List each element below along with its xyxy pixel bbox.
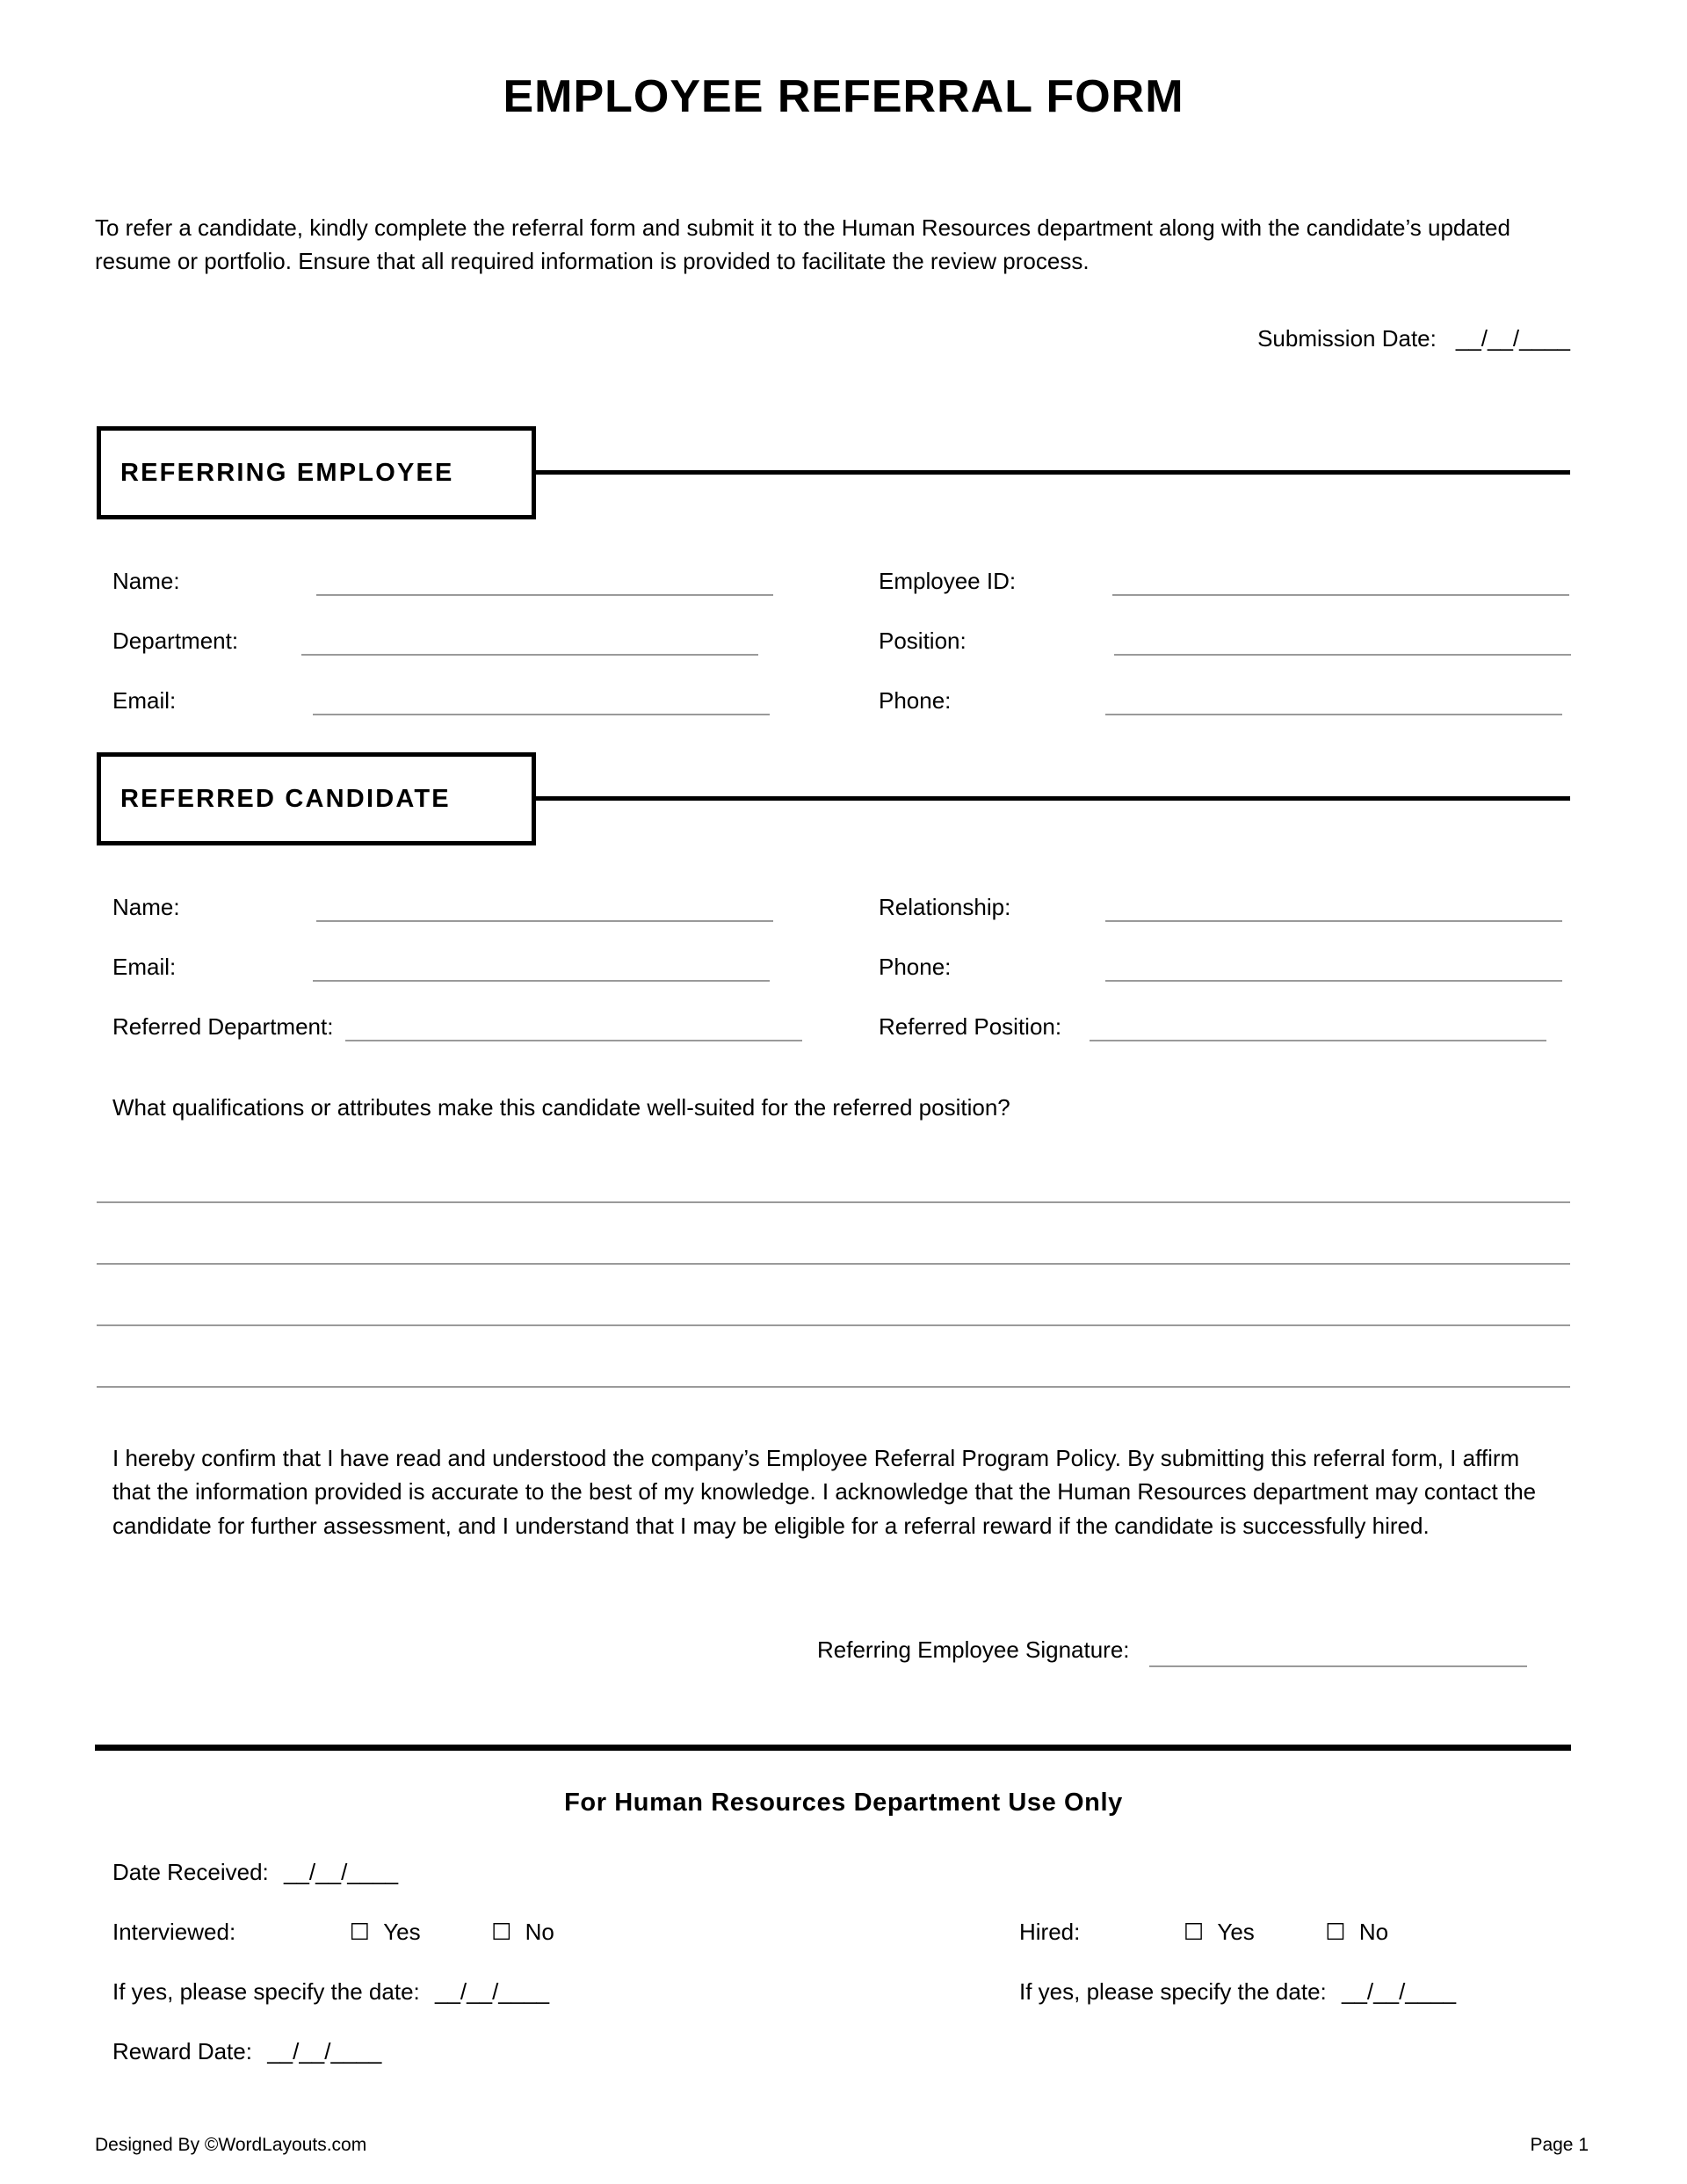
hr-hired-yes-label: Yes	[1217, 1919, 1255, 1945]
submission-date-blank[interactable]: __/__/____	[1455, 325, 1570, 352]
hr-reward-date-blank[interactable]: __/__/____	[267, 2038, 382, 2064]
field-row-name-employeeid	[0, 536, 1687, 596]
answer-line-1[interactable]	[97, 1201, 1570, 1203]
field-input-line[interactable]	[1090, 1040, 1546, 1041]
answer-line-4[interactable]	[97, 1386, 1570, 1388]
hr-section-divider	[95, 1745, 1571, 1751]
field-label: Email:	[112, 954, 177, 980]
page-title: EMPLOYEE REFERRAL FORM	[503, 71, 1184, 122]
signature-row	[0, 1636, 1687, 1677]
hr-interviewed-no-label: No	[525, 1919, 554, 1945]
section-rule	[536, 470, 1570, 475]
hr-interviewed-row	[112, 1919, 554, 1946]
hr-interviewed-date-label: If yes, please specify the date:	[112, 1978, 420, 2005]
field-department	[112, 629, 758, 656]
field-row-email-phone	[0, 656, 1687, 715]
checkbox-interviewed-no-icon[interactable]: ☐	[491, 1919, 512, 1945]
signature-field	[817, 1636, 1527, 1667]
field-referred-position	[879, 1015, 1546, 1041]
field-row-candidate-name-relationship	[0, 862, 1687, 922]
hr-interviewed-yes-label: Yes	[383, 1919, 421, 1945]
field-input-line[interactable]	[313, 714, 770, 715]
qualifications-question: What qualifications or attributes make this candidate well-suited for the referred position?	[112, 1094, 1010, 1121]
hr-hired-date-row	[1019, 1978, 1456, 2006]
field-label: Department:	[112, 628, 239, 654]
submission-date-row	[0, 325, 1570, 352]
hr-date-received-label: Date Received:	[112, 1859, 269, 1885]
field-label: Phone:	[879, 687, 952, 714]
hr-interviewed-label: Interviewed:	[112, 1919, 236, 1945]
hr-date-received-row	[112, 1859, 398, 1886]
hr-reward-date-row	[112, 2038, 381, 2065]
hr-hired-no-label: No	[1358, 1919, 1389, 1945]
section-rule	[536, 796, 1570, 801]
section-title-text: REFERRED CANDIDATE	[120, 784, 451, 813]
field-label: Name:	[112, 894, 180, 920]
intro-paragraph: To refer a candidate, kindly complete the referral form and submit it to the Human Resources department along with the candidate’s updated resume or portfolio. Ensure that all required information is provided to facilitate the review process.	[95, 214, 1510, 275]
hr-hired-date-label: If yes, please specify the date:	[1019, 1978, 1327, 2005]
signature-input-line[interactable]	[1149, 1665, 1527, 1667]
footer-designed-by: Designed By ©WordLayouts.com	[95, 2135, 367, 2155]
hr-interviewed-date-row	[112, 1978, 549, 2006]
checkbox-hired-no-icon[interactable]: ☐	[1325, 1919, 1346, 1945]
field-email	[112, 689, 770, 715]
checkbox-interviewed-yes-icon[interactable]: ☐	[349, 1919, 370, 1945]
field-employee-id	[879, 570, 1569, 596]
signature-label: Referring Employee Signature:	[817, 1636, 1130, 1663]
hr-hired-label: Hired:	[1019, 1919, 1081, 1945]
field-label: Name:	[112, 568, 180, 594]
field-input-line[interactable]	[1105, 714, 1562, 715]
hr-date-received-blank[interactable]: __/__/____	[284, 1859, 399, 1885]
hr-interviewed-date-blank[interactable]: __/__/____	[435, 1978, 550, 2005]
field-row-candidate-email-phone	[0, 922, 1687, 982]
field-label: Email:	[112, 687, 177, 714]
section-title-text: REFERRING EMPLOYEE	[120, 458, 454, 487]
field-phone	[879, 689, 1562, 715]
field-row-department-position	[0, 596, 1687, 656]
field-candidate-email	[112, 955, 770, 982]
field-label: Referred Position:	[879, 1013, 1062, 1040]
field-name	[112, 570, 773, 596]
field-candidate-name	[112, 896, 773, 922]
field-position	[879, 629, 1571, 656]
hr-section-title: For Human Resources Department Use Only	[564, 1789, 1123, 1817]
hr-hired-row	[1019, 1919, 1388, 1946]
field-referred-department	[112, 1015, 802, 1041]
field-label: Employee ID:	[879, 568, 1017, 594]
field-label: Referred Department:	[112, 1013, 334, 1040]
field-candidate-phone	[879, 955, 1562, 982]
section-title-box	[97, 752, 536, 845]
field-row-referred-department-position	[0, 982, 1687, 1041]
footer-page-number: Page 1	[1530, 2135, 1589, 2155]
section-header-referred-candidate	[97, 752, 1570, 845]
field-relationship	[879, 896, 1562, 922]
submission-date-label: Submission Date:	[1257, 325, 1437, 352]
section-title-box	[97, 426, 536, 519]
section-header-referring-employee	[97, 426, 1570, 519]
field-label: Phone:	[879, 954, 952, 980]
field-label: Position:	[879, 628, 967, 654]
field-label: Relationship:	[879, 894, 1011, 920]
checkbox-hired-yes-icon[interactable]: ☐	[1183, 1919, 1205, 1945]
declaration-paragraph: I hereby confirm that I have read and understood the company’s Employee Referral Program Policy. By submitting this referral form, I affirm that the information provided is accurate to the best of my knowledge. I acknowledge that the Human Resources department may contact the candidate for further assessment, and I understand that I may be eligible for a referral reward if the candidate is successfully hired.	[112, 1445, 1537, 1539]
hr-hired-date-blank[interactable]: __/__/____	[1342, 1978, 1457, 2005]
hr-reward-date-label: Reward Date:	[112, 2038, 252, 2064]
field-input-line[interactable]	[345, 1040, 802, 1041]
answer-line-2[interactable]	[97, 1263, 1570, 1265]
answer-line-3[interactable]	[97, 1324, 1570, 1326]
